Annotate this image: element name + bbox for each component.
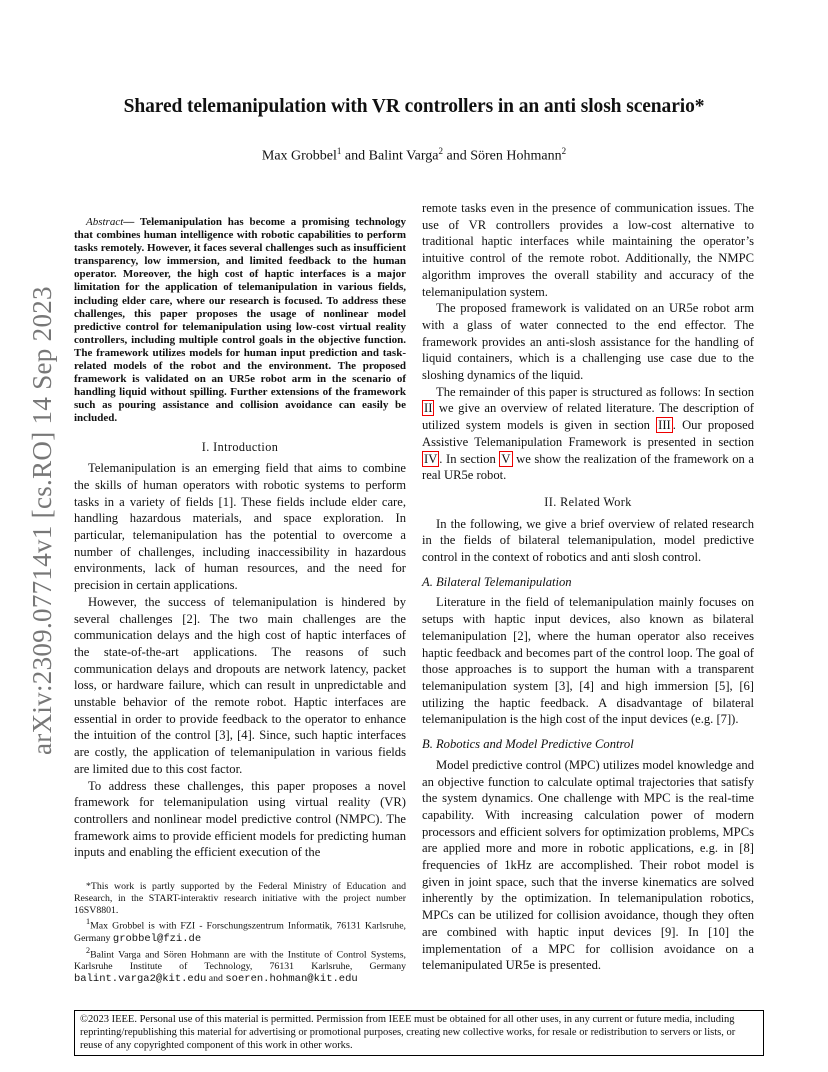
author-name: Max Grobbel (261, 148, 337, 164)
paragraph: Literature in the field of telemanipulation mainly focuses on setups with haptic input devices, also known as bilateral telemanipulation [2], where the human operator also receives haptic feedback and becomes part of the control loop. The goal of those approaches is to support the human with a transparent telemanipulation system [3], [4] and high immersion [5], [6] utilizing the haptic feedback. A disadvantage of bilateral telemanipulation is the high cost of the input devices (e.g. [7]). (422, 595, 754, 727)
paragraph: remote tasks even in the presence of communication issues. The use of VR controllers provides a low-cost alternative to traditional haptic interfaces while maintaining the operator’s intuitive control of the remote robot. Additionally, the NMPC algorithm improves the overall stability and accuracy of the telemanipulation system. (422, 201, 754, 299)
abstract (74, 216, 406, 426)
copyright-notice: ©2023 IEEE. Personal use of this material is permitted. Permission from IEEE must be obtained for all other uses, in any current or future media, including reprinting/republishing this material for advertising or promotional purposes, creating new collective works, for resale or redistribution to servers or lists, or reuse of any copyrighted component of this work in other works. (74, 1010, 764, 1056)
footnotes (74, 881, 406, 986)
footnote-text: and (206, 973, 226, 985)
section-link[interactable]: III (658, 418, 671, 433)
arxiv-stamp: arXiv:2309.07714v1 [cs.RO] 14 Sep 2023 (27, 286, 57, 755)
paragraph-text: . In section (439, 451, 500, 466)
footnote (74, 945, 406, 986)
right-column (422, 200, 754, 974)
paragraph: Model predictive control (MPC) utilizes model knowledge and an objective function to calculate optimal trajectories that satisfy the system dynamics. One challenge with MPC is the real-time capability. With increasing calculation power of modern processors and efficient solvers for optimization problems, MPCs are applied more and more in robotic applications, e.g. in [8] frequencies of 1kHz are accomplished. Their robot model is given in joint space, such that the inverse kinematics are solved inherently by the optimization. In telemanipulation robotics, MPCs can be utilized for collision avoidance, though they often are combined with haptic input devices [9]. In [10] the implementation of a MPC for collision avoidance on a telemanipulated UR5e is presented. (422, 757, 754, 973)
email-link[interactable]: soeren.hohman@kit.edu (225, 973, 358, 986)
author-separator: and (341, 148, 369, 164)
subsection-heading: A. Bilateral Telemanipulation (422, 574, 572, 589)
abstract-text: — Telemanipulation has become a promising technology that combines human intelligence with robotic capabilities to perform tasks remotely. However, it faces several challenges such as insufficient transparency, low immersion, and limited feedback to the human operator. Moreover, the high cost of haptic interfaces is a major limitation for the application of telemanipulation in various fields, including elder care, where our research is focused. To address these challenges, this paper proposes the usage of nonlinear model predictive control for telemanipulation using low-cost virtual reality controllers, including multiple control goals in the objective function. The framework utilizes models for human input prediction and task-related models of the robot and the environment. The proposed framework is validated on an UR5e robot arm in the scenario of handling liquid without spilling. Further extensions of the framework such as pouring assistance and collision avoidance can easily be included. (74, 216, 406, 425)
section-link[interactable]: II (424, 401, 433, 416)
left-column (74, 216, 406, 986)
author-line (0, 146, 828, 165)
section-link[interactable]: V (501, 451, 511, 466)
footnote-mark: 1 (86, 917, 91, 927)
footnote (74, 916, 406, 945)
paragraph: Telemanipulation is an emerging field that aims to combine the skills of human operators with robotic systems to perform tasks in a variety of fields [1]. These fields include elder care, handling hazardous materials, and space exploration. In particular, telemanipulation has the potential to overcome a number of challenges, including inaccessibility in hazardous environments, lack of human resources, and the need for precision in certain applications. (74, 461, 406, 593)
email-link[interactable]: grobbel@fzi.de (112, 932, 202, 945)
section-heading-related-work: II. Related Work (544, 494, 632, 509)
paragraph (422, 384, 754, 484)
affiliation-mark: 2 (438, 146, 444, 156)
paper-title: Shared telemanipulation with VR controllers in an anti slosh scenario* (123, 96, 705, 117)
paragraph-text: . Our proposed Assistive Telemanipulation Framework is presented in section (422, 418, 754, 449)
paragraph: However, the success of telemanipulation is hindered by several challenges [2]. The two main challenges are the communication delays and the high cost of haptic interfaces of the state-of-the-art applications. The reasons of such communication delays and dropouts are network latency, packet loss, or hardware failure, which can result in unpredictable and unstable behavior of the remote robot. Haptic interfaces are essential in order to provide feedback to the operator to enhance the intuition of the control [3], [4]. Since, such haptic interfaces are costly, the application of telemanipulation in various fields are limited due to this cost factor. (74, 594, 406, 776)
section-heading-introduction: I. Introduction (201, 439, 279, 454)
paragraph-text: The remainder of this paper is structured as follows: In section (436, 384, 754, 399)
author-name: Balint Varga (368, 148, 439, 164)
section-link[interactable]: IV (424, 451, 438, 466)
subsection-heading: B. Robotics and Model Predictive Control (422, 737, 634, 752)
abstract-label: Abstract (86, 216, 124, 228)
footnote-text: Balint Varga and Sören Hohmann are with the Institute of Control Systems, Karlsruhe Institute of Technology, 76131 Karlsruhe, Germany (74, 949, 406, 973)
footnote-mark: 2 (86, 946, 91, 956)
paragraph-text: we give an overview of related literature. The description of utilized system models is given in section (422, 401, 754, 433)
paragraph-text: we show the realization of the framework on a real UR5e robot. (422, 451, 754, 483)
affiliation-mark: 2 (561, 146, 567, 156)
paragraph: The proposed framework is validated on an UR5e robot arm with a glass of water connected to the end effector. The framework provides an anti-slosh assistance for the handling of liquid containers, which is a challenging use case due to the sloshing dynamics of the liquid. (422, 301, 754, 383)
paragraph: In the following, we give a brief overview of related research in the fields of bilateral telemanipulation, model predictive control in the context of robotics and anti slosh control. (422, 516, 754, 565)
footnote-text: Max Grobbel is with FZI - Forschungszentrum Informatik, 76131 Karlsruhe, Germany (74, 920, 406, 944)
paragraph: To address these challenges, this paper proposes a novel framework for telemanipulation using virtual reality (VR) controllers and nonlinear model predictive control (NMPC). The framework aims to provide efficient models for predicting human inputs and enabling the efficient execution of the (74, 778, 406, 860)
author-name: Sören Hohmann (470, 148, 562, 164)
footnote: *This work is partly supported by the Federal Ministry of Education and Research, in the START-interaktiv research initiative with the project number 16SV8801. (74, 881, 406, 916)
email-link[interactable]: balint.varga2@kit.edu (74, 973, 207, 986)
author-separator: and (443, 148, 471, 164)
affiliation-mark: 1 (336, 146, 342, 156)
